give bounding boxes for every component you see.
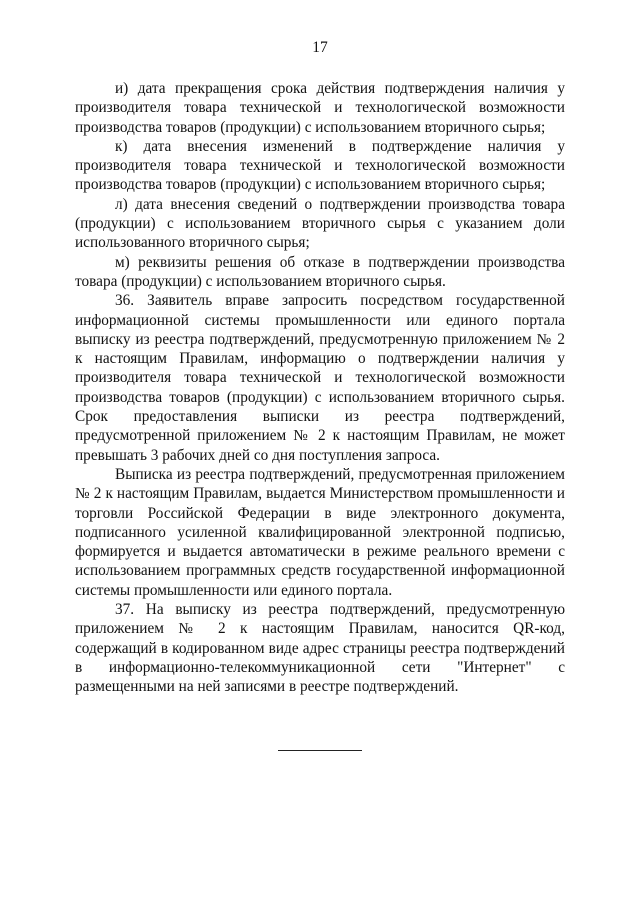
paragraph-item-m: м) реквизиты решения об отказе в подтверждении производства товара (продукции) с использованием вторичного сырья.	[75, 253, 565, 290]
page-number: 17	[312, 39, 328, 56]
paragraph-item-l: л) дата внесения сведений о подтверждении производства товара (продукции) с использованием вторичного сырья с указанием доли использованного вторичного сырья;	[75, 195, 565, 252]
paragraph-clause-37: 37. На выписку из реестра подтверждений, предусмотренную приложением № 2 к настоящим Правилам, наносится QR-код, содержащий в кодированном виде адрес страницы реестра подтверждений в информационно-телекоммуникационной сети "Интернет" с размещенными на ней записями в реестре подтверждений.	[75, 601, 565, 696]
paragraph-clause-36: 36. Заявитель вправе запросить посредством государственной информационной системы промышленности или единого портала выписку из реестра подтверждений, предусмотренную приложением № 2 к настоящим Правилам, информацию о подтверждении наличия у производителя товара технической и технологической возможности производства товаров (продукции) с использованием вторичного сырья. Срок предоставления выписки из реестра подтверждений, предусмотренной приложением № 2 к настоящим Правилам, не может превышать 3 рабочих дней со дня поступления запроса.	[75, 292, 565, 464]
paragraph-item-k: к) дата внесения изменений в подтверждение наличия у производителя товара технической и технологической возможности производства товаров (продукции) с использованием вторичного сырья;	[75, 137, 565, 194]
end-separator-line	[278, 750, 362, 751]
document-body	[75, 79, 565, 697]
paragraph-extract-issuance: Выписка из реестра подтверждений, предусмотренная приложением № 2 к настоящим Правилам, выдается Министерством промышленности и торговли Российской Федерации в виде электронного документа, подписанного усиленной квалифицированной электронной подписью, формируется и выдается автоматически в режиме реального времени с использованием программных средств государственной информационной системы промышленности или единого портала.	[75, 465, 565, 599]
paragraph-item-i: и) дата прекращения срока действия подтверждения наличия у производителя товара технической и технологической возможности производства товаров (продукции) с использованием вторичного сырья;	[75, 80, 565, 136]
